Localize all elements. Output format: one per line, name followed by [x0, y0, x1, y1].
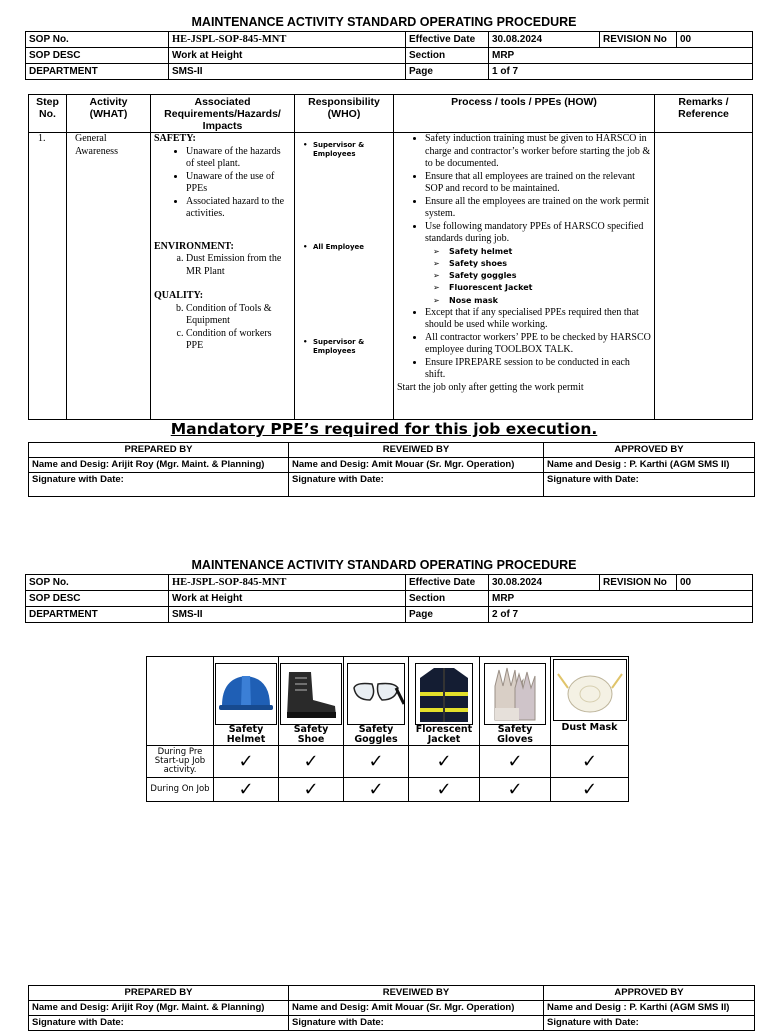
section-value: MRP	[489, 591, 753, 607]
remarks-cell	[655, 133, 753, 420]
check-icon: ✓	[344, 778, 409, 802]
col-assoc: Associated Requirements/Hazards/ Impacts	[151, 95, 295, 133]
department-value: SMS-II	[169, 607, 406, 623]
effective-date-value: 30.08.2024	[489, 32, 600, 48]
ppe-list-item: ➢ Fluorescent Jacket	[449, 282, 651, 294]
dust-mask-icon	[553, 659, 627, 721]
check-icon: ✓	[279, 746, 344, 778]
prepared-signature: Signature with Date:	[29, 1016, 289, 1031]
check-icon: ✓	[344, 746, 409, 778]
check-icon: ✓	[409, 746, 480, 778]
process-item: • Safety induction training must be given to HARSCO in charge and contractor’s worker before starting the job & to be documented.	[425, 133, 651, 171]
process-item: • Except that if any specialised PPEs required then that should be used while working.	[425, 307, 651, 332]
header-table-page1	[25, 31, 753, 80]
ppe-corner	[147, 657, 214, 746]
revision-value: 00	[677, 575, 753, 591]
ppe-list-item: ➢ Nose mask	[449, 295, 651, 307]
approved-by-header: APPROVED BY	[544, 986, 755, 1001]
col-remarks: Remarks / Reference	[655, 95, 753, 133]
mandatory-ppe-title: Mandatory PPE’s required for this job execution.	[170, 420, 598, 438]
process-item: • Ensure IPREPARE session to be conducted in each shift.	[425, 357, 651, 382]
reviewed-name: Name and Desig: Amit Mouar (Sr. Mgr. Operation)	[289, 1001, 544, 1016]
check-icon: ✓	[214, 746, 279, 778]
helmet-icon	[215, 663, 277, 725]
step-no: 1.	[29, 133, 67, 420]
page-value: 2 of 7	[489, 607, 753, 623]
ppe-list-item: ➢ Safety helmet	[449, 246, 651, 258]
sop-no-label: SOP No.	[26, 575, 169, 591]
revision-label: REVISION No	[600, 32, 677, 48]
safety-item: • Unaware of the use of PPEs	[186, 171, 291, 196]
ppe-table	[146, 656, 629, 802]
shoe-icon	[280, 663, 342, 725]
activity-table	[28, 94, 753, 420]
reviewed-signature: Signature with Date:	[289, 473, 544, 497]
process-final: Start the job only after getting the work permit	[397, 381, 584, 393]
sop-no-value: HE-JSPL-SOP-845-MNT	[169, 575, 406, 591]
col-process: Process / tools / PPEs (HOW)	[394, 95, 655, 133]
approved-name: Name and Desig : P. Karthi (AGM SMS II)	[544, 1001, 755, 1016]
ppe-col-helmet	[214, 657, 279, 746]
process-item: • Ensure all the employees are trained on the work permit system.	[425, 196, 651, 221]
prepared-by-header: PREPARED BY	[29, 443, 289, 458]
signoff-table-page2	[28, 985, 755, 1031]
ppe-list-item: ➢ Safety shoes	[449, 258, 651, 270]
reviewed-signature: Signature with Date:	[289, 1016, 544, 1031]
ppe-col-mask	[551, 657, 629, 746]
ppe-col-jacket	[409, 657, 480, 746]
prepared-name: Name and Desig: Arijit Roy (Mgr. Maint. & Planning)	[29, 458, 289, 473]
check-icon: ✓	[214, 778, 279, 802]
who-item: • All Employee	[303, 243, 365, 251]
ppe-label: Safety Shoe	[293, 724, 329, 745]
env-item: a. Dust Emission from the MR Plant	[186, 253, 291, 278]
safety-item: • Associated hazard to the activities.	[186, 196, 291, 221]
section-label: Section	[406, 48, 489, 64]
approved-signature: Signature with Date:	[544, 473, 755, 497]
check-icon: ✓	[480, 746, 551, 778]
col-activity: Activity (WHAT)	[67, 95, 151, 133]
sop-no-label: SOP No.	[26, 32, 169, 48]
ppe-list-item: ➢ Safety goggles	[449, 270, 651, 282]
page-label: Page	[406, 64, 489, 80]
goggles-icon	[347, 663, 405, 725]
sop-desc-label: SOP DESC	[26, 48, 169, 64]
process-item: • Use following mandatory PPEs of HARSCO specified standards during job.	[425, 221, 651, 246]
sop-desc-value: Work at Height	[169, 48, 406, 64]
assoc-cell	[151, 133, 295, 420]
process-item: • Ensure that all employees are trained on the relevant SOP and record to be maintained.	[425, 171, 651, 196]
revision-label: REVISION No	[600, 575, 677, 591]
effective-date-value: 30.08.2024	[489, 575, 600, 591]
check-icon: ✓	[551, 746, 629, 778]
activity-text: General Awareness	[67, 133, 151, 420]
prepared-name: Name and Desig: Arijit Roy (Mgr. Maint. & Planning)	[29, 1001, 289, 1016]
who-item: • Supervisor & Employees	[303, 338, 365, 355]
row-label-on-job: During On Job	[147, 778, 214, 802]
revision-value: 00	[677, 32, 753, 48]
ppe-label: Florescent Jacket	[415, 724, 473, 745]
reviewed-by-header: REVEIWED BY	[289, 986, 544, 1001]
col-resp: Responsibility (WHO)	[295, 95, 394, 133]
approved-signature: Signature with Date:	[544, 1016, 755, 1031]
signoff-table-page1	[28, 442, 755, 497]
who-item: • Supervisor & Employees	[303, 141, 365, 158]
jacket-icon	[415, 663, 473, 725]
safety-heading: SAFETY:	[154, 133, 196, 144]
section-label: Section	[406, 591, 489, 607]
reviewed-name: Name and Desig: Amit Mouar (Sr. Mgr. Operation)	[289, 458, 544, 473]
header-table-page2	[25, 574, 753, 623]
page-value: 1 of 7	[489, 64, 753, 80]
effective-date-label: Effective Date	[406, 575, 489, 591]
department-label: DEPARTMENT	[26, 64, 169, 80]
doc-title: MAINTENANCE ACTIVITY STANDARD OPERATING PROCEDURE	[191, 558, 577, 572]
col-step: Step No.	[29, 95, 67, 133]
page-label: Page	[406, 607, 489, 623]
sop-desc-label: SOP DESC	[26, 591, 169, 607]
reviewed-by-header: REVEIWED BY	[289, 443, 544, 458]
prepared-by-header: PREPARED BY	[29, 986, 289, 1001]
department-value: SMS-II	[169, 64, 406, 80]
resp-cell	[295, 133, 394, 420]
check-icon: ✓	[279, 778, 344, 802]
ppe-label: Safety Gloves	[497, 724, 533, 745]
env-heading: ENVIRONMENT:	[154, 240, 234, 252]
process-item: • All contractor workers’ PPE to be checked by HARSCO employee during TOOLBOX TALK.	[425, 332, 651, 357]
sop-no-value: HE-JSPL-SOP-845-MNT	[169, 32, 406, 48]
prepared-signature: Signature with Date:	[29, 473, 289, 497]
ppe-label: Safety Helmet	[226, 724, 266, 745]
approved-name: Name and Desig : P. Karthi (AGM SMS II)	[544, 458, 755, 473]
sop-desc-value: Work at Height	[169, 591, 406, 607]
process-cell	[394, 133, 655, 420]
safety-item: • Unaware of the hazards of steel plant.	[186, 146, 291, 171]
doc-title: MAINTENANCE ACTIVITY STANDARD OPERATING PROCEDURE	[191, 15, 577, 29]
department-label: DEPARTMENT	[26, 607, 169, 623]
gloves-icon	[484, 663, 546, 725]
ppe-label: Dust Mask	[561, 722, 618, 733]
ppe-label: Safety Goggles	[354, 724, 398, 745]
row-label-pre-startup: During Pre Start-up Job activity.	[147, 746, 214, 778]
ppe-col-gloves	[480, 657, 551, 746]
quality-item: b. Condition of Tools & Equipment	[186, 303, 291, 328]
quality-heading: QUALITY:	[154, 290, 204, 301]
quality-item: c. Condition of workers PPE	[186, 328, 291, 353]
check-icon: ✓	[409, 778, 480, 802]
ppe-col-goggles	[344, 657, 409, 746]
ppe-col-shoe	[279, 657, 344, 746]
check-icon: ✓	[551, 778, 629, 802]
effective-date-label: Effective Date	[406, 32, 489, 48]
approved-by-header: APPROVED BY	[544, 443, 755, 458]
section-value: MRP	[489, 48, 753, 64]
check-icon: ✓	[480, 778, 551, 802]
